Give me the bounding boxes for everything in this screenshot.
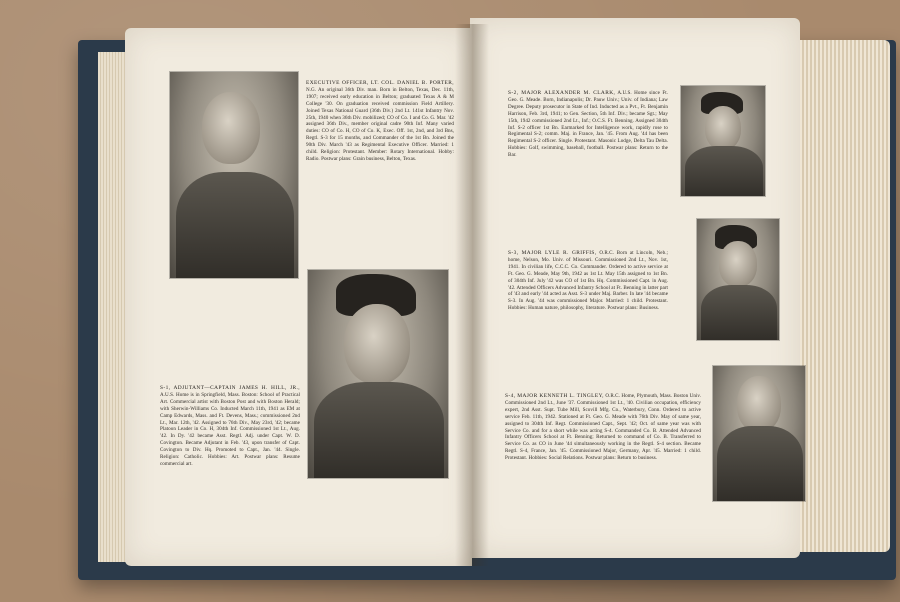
clark-bio <box>508 90 668 159</box>
clark-photo <box>681 86 765 196</box>
adjutant-bio <box>160 385 300 468</box>
executive-officer-name: EXECUTIVE OFFICER, LT. COL. DANIEL B. PORTER, <box>306 80 454 86</box>
adjutant-photo <box>308 270 448 478</box>
griffis-name: S-3, MAJOR LYLE R. GRIFFIS, <box>508 250 597 256</box>
griffis-bio <box>508 250 668 312</box>
griffis-photo <box>697 219 779 340</box>
book-gutter <box>455 24 489 566</box>
clark-name: S-2, MAJOR ALEXANDER M. CLARK, <box>508 90 616 96</box>
executive-officer-text: N.G. An original 36th Div. man. Born in Belton, Texas, Dec. 11th, 1907; received early education in Belton; graduated Texas A & M College '30. On graduation received commission Field Artillery. Joined Texas National Guard (36th Div.) 2nd Lt. 141st Infantry Nov. 25th, 1940 when 36th Div. mobilized; CO of Co. I and Co. G. Mar. '42 assigned 36th Div., member original cadre 90th Inf. Many varied duties: CO of Co. H, CO of Co. K, Exec. Off. 1st, 2nd, and 3rd Bns, Regtl. S-3 for 15 months, and Commander of the 1st Bn. Joined the 90th Div. March '43 as Regimental Executive Officer. Married: 1 child. Religion: Protestant. Member: Rotary International. Hobby: Radio. Postwar plans: Grain business, Belton, Texas. <box>306 86 454 162</box>
clark-text: A.U.S. Home since Ft. Geo. G. Meade. Born, Indianapolis; Dr. Pauw Univ.; Univ. of Indiana; Law Degree. Deputy prosecutor in State of Ind. Inducted as a Pvt., Ft. Benjamin Harrison, Feb. 3rd, 1941; to Gen. Section, 5th Inf. Div.; became Sgt.; May 15th, 1942 commissioned 2nd Lt., Inf.; O.C.S. Ft. Benning. Assigned 304th Inf. S-2 officer 1st Bn. Earmarked for Intelligence work, rapidly rose to Regimental S-2; comm. Maj. in France, Jan. '45. From Aug. '44 has been Regimental S-2 officer. Single. Protestant. Masonic Lodge, Delta Tau Delta. Hobbies: Golf, swimming, baseball, football. Postwar plans: Return to the Bar. <box>508 90 668 159</box>
executive-officer-photo <box>170 72 298 278</box>
executive-officer-bio <box>306 80 454 163</box>
adjutant-text: A.U.S. Home is in Springfield, Mass. Boston: School of Practical Art. Commercial artist with Boston Post and with Boston Herald; with Sherwin-Williams Co. Inducted March 11th, 1941 as EM at Camp Edwards, Mass. and Ft. Devens, Mass.; commissioned 2nd Lt., Mar. 12th, '42. Assigned to 76th Div., May 23rd, '42; became Platoon Leader in Co. H, 304th Inf. Commissioned 1st Lt., Aug. '42. In Dy. '42 became Asst. Regtl. Adj. under Capt. W. D. Covington. Became Adjutant in Feb. '43, upon transfer of Capt. Covington to Div. Hq. Promoted to Capt., Jan. '44. Single. Religion: Catholic. Hobbies: Art. Postwar plans: Resume commercial art. <box>160 391 300 467</box>
tingley-bio <box>505 393 701 462</box>
tingley-name: S-4, MAJOR KENNETH L. TINGLEY, <box>505 393 604 399</box>
tingley-text: O.R.C. Home, Plymouth, Mass. Boston Univ. Commissioned 2nd Lt., June '37. Commissioned 1st Lt., '40. Civilian occupation, efficiency expert, 2nd Asst. Supt. Tube Mill, Scovill Mfg. Co., Waterbury, Conn. Ordered to active service Feb. 11th, 1942. Stationed at Ft. Geo. G. Meade with 76th Div. May of same year, assigned to 304th Inf. Regt. Commissioned Capt., Sept. '42; Oct. of same year was with Service Co. and for a short while was acting S-4. Commanded Co. B. Attended Advanced Infantry Officers School at Ft. Benning; Returned to command of Co. B. Transferred to Service Co. as CO in June '44 simultaneously working in the Regtl. S-4 section. Became Regtl. S-4, France, Jan. '45. Commissioned Major, Germany, Apr. '45. Married: 1 child. Protestant. Hobbies: Social Relations. Postwar plans: Return to business. <box>505 393 701 462</box>
griffis-text: O.R.C. Born at Lincoln, Neb.; home, Nelson, Mo. Univ. of Missouri. Commissioned 2nd Lt., Nov. 1st, 1941. In civilian life, C.C.C. Co. Commander. Ordered to active service at Ft. Geo. G. Meade, May 9th, 1942 as 1st Lt. May 15th assigned to 1st Bn. of 304th Inf. July '42 was CO of 1st Bn. Hq. Commissioned Capt. in Aug. '42. Attended Officers Advanced Infantry School at Ft. Benning in latter part of '43 and early '44 acted as Asst. S-3 under Maj. Barber. In late '44 became S-3. In Aug. '44 was commissioned Major. Married: 1 child. Protestant. Hobbies: Human nature, philosophy, literature. Postwar plans: Business. <box>508 250 668 312</box>
tingley-photo <box>713 366 805 501</box>
adjutant-name: S-1, ADJUTANT—CAPTAIN JAMES H. HILL, JR., <box>160 385 300 391</box>
